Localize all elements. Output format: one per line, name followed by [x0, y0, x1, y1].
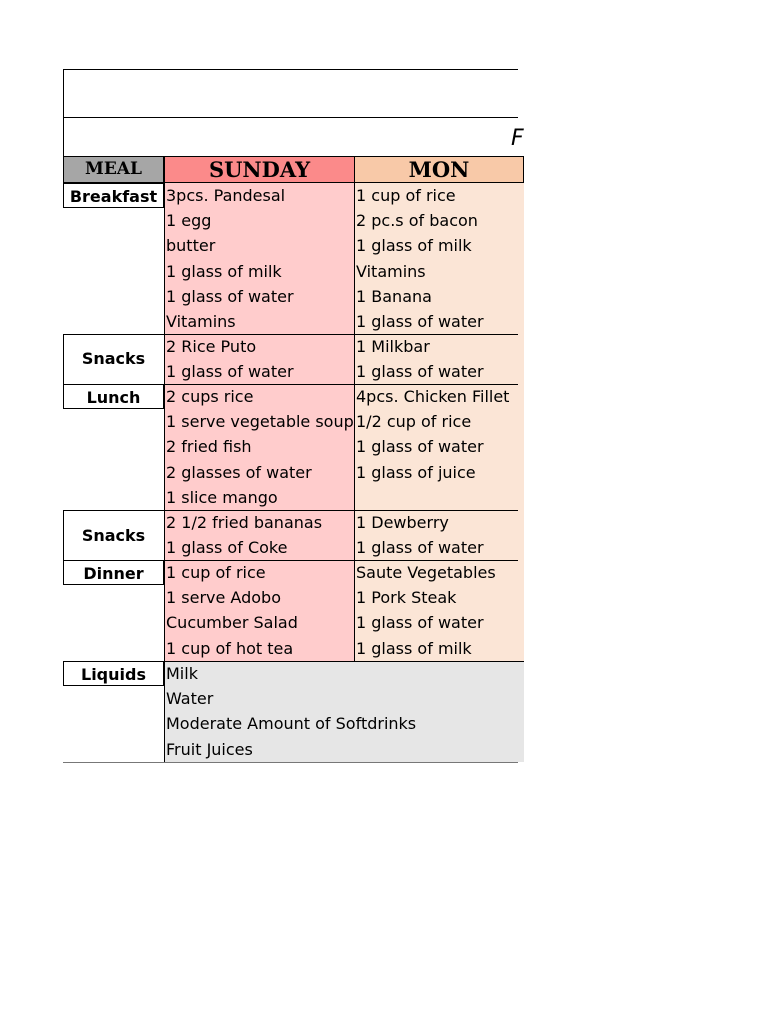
list-item: 1 glass of water: [356, 362, 484, 382]
list-item: 1 glass of water: [356, 613, 484, 633]
list-item: 1 serve vegetable soup: [166, 412, 354, 432]
monday-snacks-am-cell: [354, 334, 518, 384]
list-item: 4pcs. Chicken Fillet: [356, 387, 510, 406]
list-item: 1 Milkbar: [356, 337, 430, 356]
list-item: 1 egg: [166, 211, 212, 231]
header-meal: MEAL: [63, 156, 164, 183]
list-item: 1 Banana: [356, 286, 432, 306]
title-row-blank: [63, 69, 518, 118]
list-item: Milk: [166, 664, 198, 683]
meal-label-breakfast: Breakfast: [63, 183, 164, 208]
list-item: Vitamins: [356, 261, 426, 281]
monday-snacks-pm-cell: [354, 510, 518, 560]
sunday-breakfast-cell: [164, 183, 353, 334]
sunday-snacks-am-cell: [164, 334, 353, 384]
list-item: 2 pc.s of bacon: [356, 211, 478, 231]
list-item: 1 glass of water: [356, 437, 484, 457]
sunday-snacks-pm-cell: [164, 510, 353, 560]
list-item: 1 Pork Steak: [356, 588, 457, 608]
monday-dinner-cell: [354, 560, 518, 661]
meal-label-dinner: Dinner: [63, 560, 164, 585]
left-edge: [63, 69, 64, 156]
liquids-list: [164, 661, 518, 762]
header-monday: MON: [354, 156, 524, 183]
list-item: 1 Dewberry: [356, 513, 449, 532]
list-item: 1 cup of rice: [166, 563, 266, 582]
sheet-title: F: [511, 126, 524, 151]
title-row: [63, 118, 524, 156]
list-item: 1 cup of hot tea: [166, 638, 294, 658]
list-item: Saute Vegetables: [356, 563, 496, 582]
list-item: 1 glass of milk: [166, 261, 282, 281]
header-sunday: SUNDAY: [164, 156, 355, 183]
list-item: 1 glass of water: [166, 362, 294, 382]
list-item: 2 fried fish: [166, 437, 252, 457]
monday-lunch-cell: [354, 384, 518, 485]
monday-breakfast-cell: [354, 183, 518, 334]
list-item: 2 cups rice: [166, 387, 254, 406]
list-item: 1 glass of water: [356, 538, 484, 558]
list-item: 3pcs. Pandesal: [166, 186, 286, 205]
meal-label-snacks-pm: Snacks: [81, 526, 146, 545]
list-item: 1 glass of milk: [356, 236, 472, 256]
list-item: 1 cup of rice: [356, 186, 456, 205]
list-item: Fruit Juices: [166, 739, 253, 759]
list-item: 1 glass of milk: [356, 638, 472, 658]
list-item: Vitamins: [166, 311, 236, 331]
list-item: 1/2 cup of rice: [356, 412, 472, 432]
list-item: 1 serve Adobo: [166, 588, 281, 608]
list-item: butter: [166, 236, 216, 256]
list-item: Moderate Amount of Softdrinks: [166, 714, 417, 734]
list-item: 1 glass of water: [356, 311, 484, 331]
meal-label-snacks-am: Snacks: [81, 349, 146, 368]
list-item: 2 glasses of water: [166, 462, 312, 482]
list-item: 2 Rice Puto: [166, 337, 257, 356]
meal-plan-sheet: [63, 69, 524, 769]
meal-label-liquids: Liquids: [63, 661, 164, 686]
list-item: Water: [166, 689, 214, 709]
list-item: 2 1/2 fried bananas: [166, 513, 323, 532]
list-item: 1 glass of juice: [356, 462, 476, 482]
meal-label-lunch: Lunch: [63, 384, 164, 409]
list-item: 1 glass of Coke: [166, 538, 288, 558]
table-bottom-line: [63, 762, 518, 763]
sunday-lunch-cell: [164, 384, 353, 510]
list-item: Cucumber Salad: [166, 613, 298, 633]
list-item: 1 slice mango: [166, 487, 278, 507]
list-item: 1 glass of water: [166, 286, 294, 306]
sunday-dinner-cell: [164, 560, 353, 661]
